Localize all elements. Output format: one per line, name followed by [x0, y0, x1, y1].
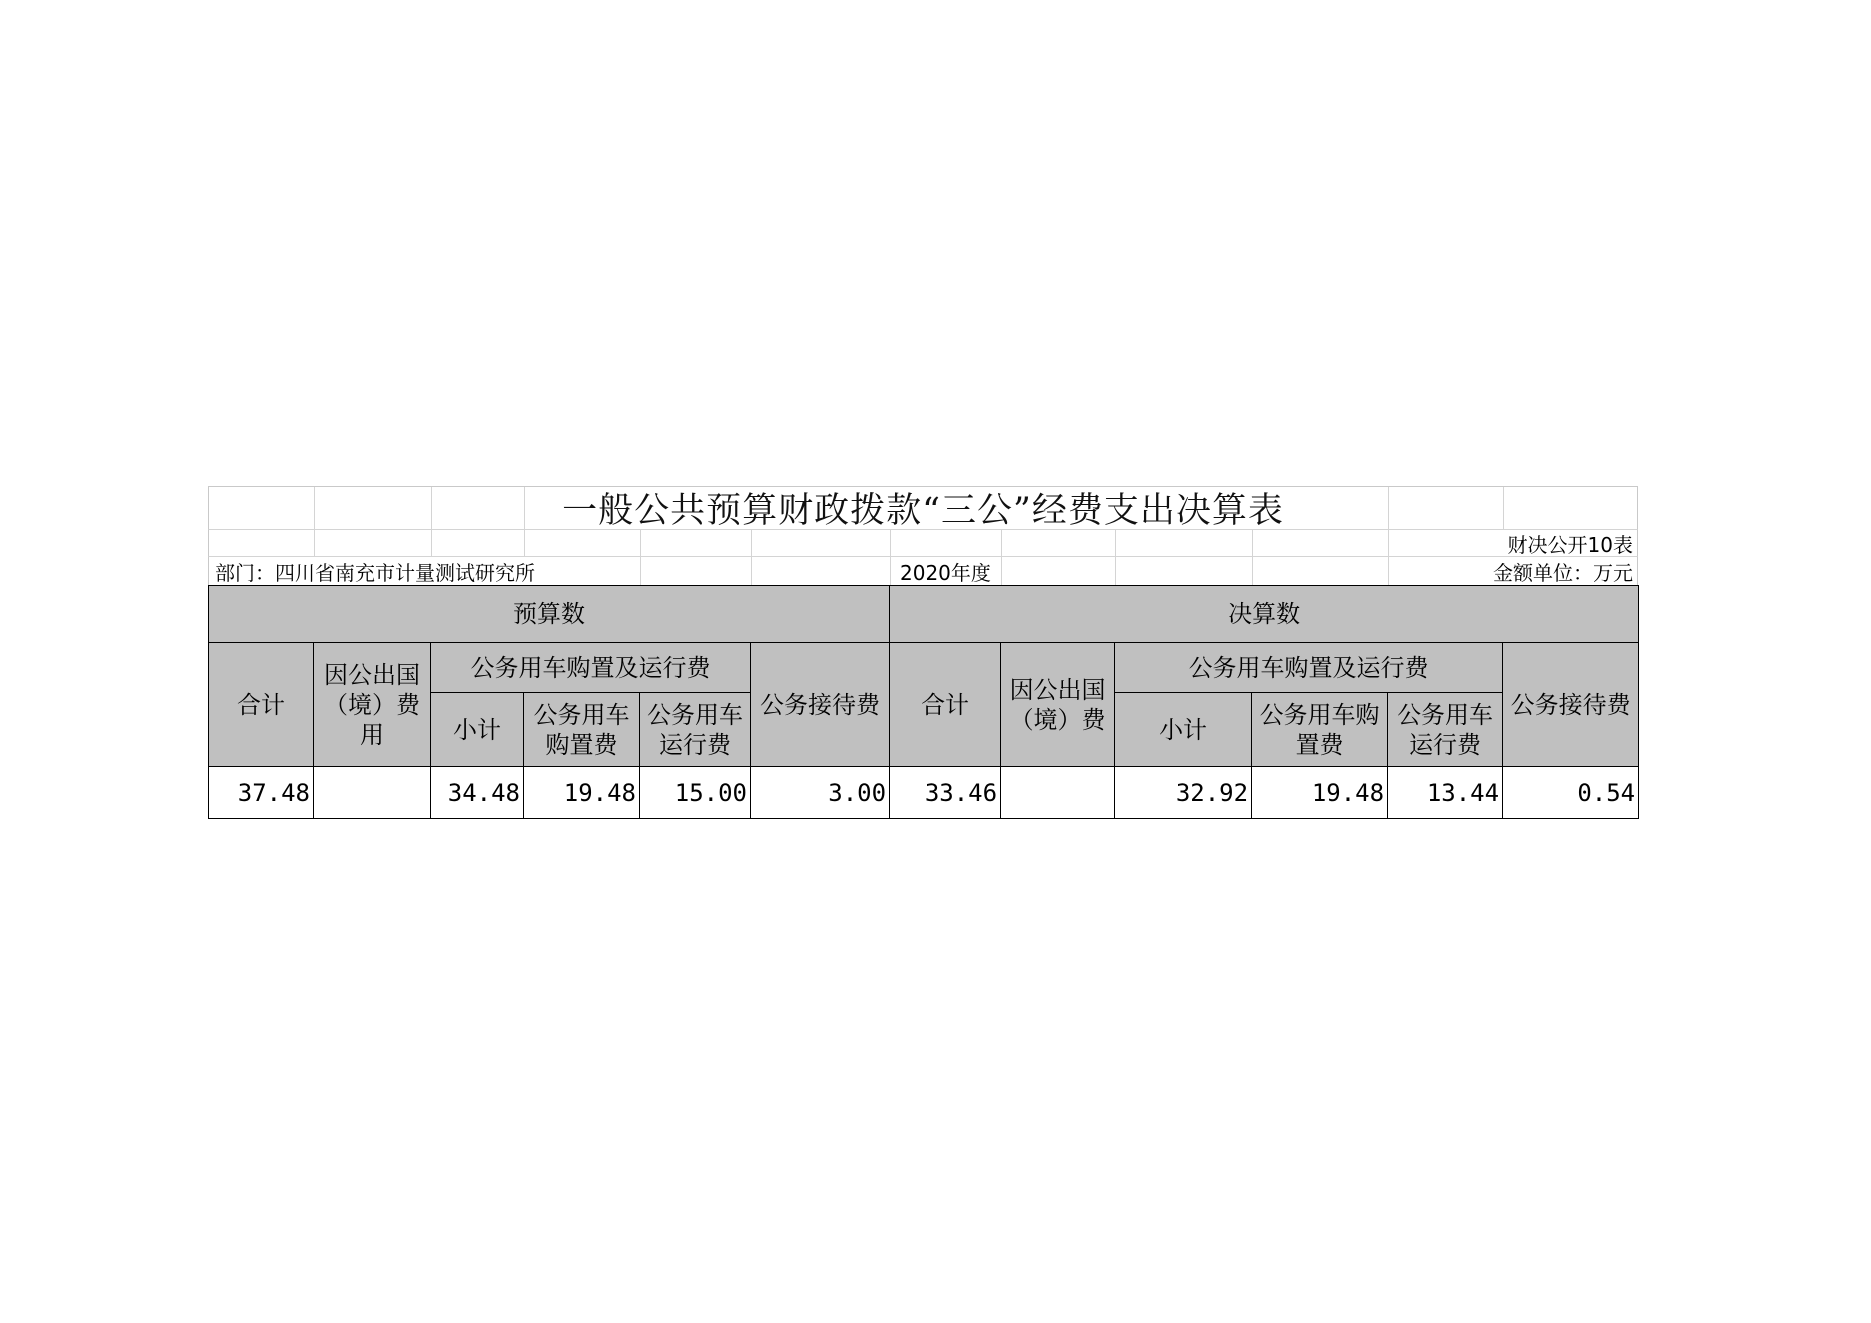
- final-group-header: 决算数: [890, 586, 1639, 643]
- year-label: 2020年度: [900, 561, 991, 585]
- budget-subtotal-header: 小计: [431, 693, 524, 767]
- final-total-value: 33.46: [890, 767, 1001, 819]
- final-total-header: 合计: [890, 643, 1001, 767]
- budget-total-header: 合计: [209, 643, 314, 767]
- final-reception-value: 0.54: [1503, 767, 1639, 819]
- expense-table: [208, 585, 1639, 819]
- budget-vehicle-operation-value: 15.00: [640, 767, 751, 819]
- final-vehicle-operation-header: 公务用车运行费: [1388, 693, 1503, 767]
- final-reception-header: 公务接待费: [1503, 643, 1639, 767]
- group-header-row: [209, 586, 1639, 643]
- final-travel-abroad-value: [1001, 767, 1115, 819]
- final-travel-abroad-header: 因公出国（境）费: [1001, 643, 1115, 767]
- budget-vehicle-header: 公务用车购置及运行费: [431, 643, 751, 693]
- title-row: [208, 486, 1638, 530]
- budget-travel-abroad-value: [314, 767, 431, 819]
- department-label: 部门：四川省南充市计量测试研究所: [215, 561, 535, 585]
- table-row: [209, 767, 1639, 819]
- column-header-row-1: [209, 643, 1639, 693]
- department-row: [208, 557, 1638, 585]
- final-vehicle-header: 公务用车购置及运行费: [1115, 643, 1503, 693]
- unit-label: 金额单位：万元: [1493, 561, 1633, 585]
- form-code-row: [208, 530, 1638, 557]
- budget-group-header: 预算数: [209, 586, 890, 643]
- budget-reception-header: 公务接待费: [751, 643, 890, 767]
- budget-vehicle-purchase-value: 19.48: [524, 767, 640, 819]
- budget-vehicle-operation-header: 公务用车运行费: [640, 693, 751, 767]
- budget-travel-abroad-header: 因公出国（境）费用: [314, 643, 431, 767]
- final-vehicle-purchase-value: 19.48: [1252, 767, 1388, 819]
- budget-reception-value: 3.00: [751, 767, 890, 819]
- budget-subtotal-value: 34.48: [431, 767, 524, 819]
- budget-vehicle-purchase-header: 公务用车购置费: [524, 693, 640, 767]
- report-title: 一般公共预算财政拨款“三公”经费支出决算表: [562, 491, 1284, 531]
- report-sheet: [208, 486, 1638, 819]
- form-code: 财决公开10表: [1507, 533, 1633, 557]
- final-subtotal-value: 32.92: [1115, 767, 1252, 819]
- budget-total-value: 37.48: [209, 767, 314, 819]
- final-subtotal-header: 小计: [1115, 693, 1252, 767]
- final-vehicle-purchase-header: 公务用车购置费: [1252, 693, 1388, 767]
- final-vehicle-operation-value: 13.44: [1388, 767, 1503, 819]
